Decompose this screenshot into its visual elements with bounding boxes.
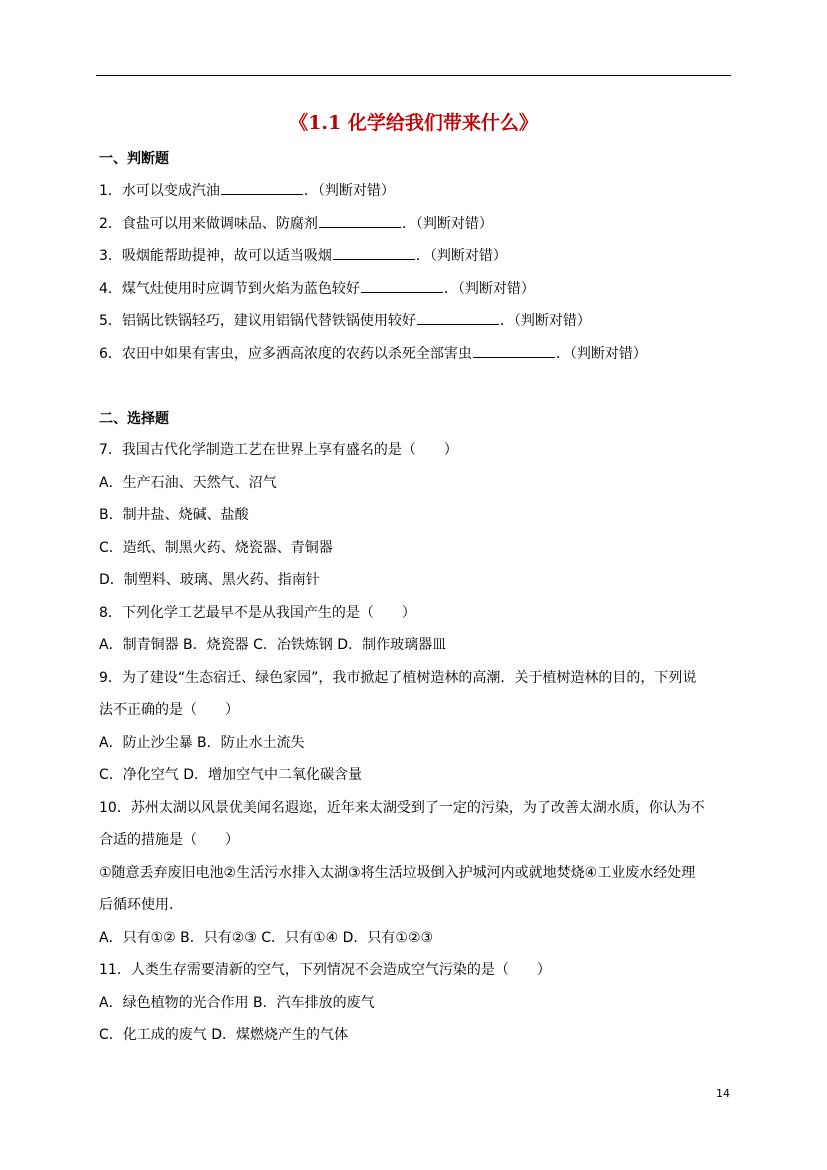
- question-9-stem-cont: 法不正确的是（ ）: [99, 702, 239, 718]
- question-suffix: ．（判断对错）: [555, 346, 647, 362]
- question-5: [99, 310, 591, 331]
- question-10-stem-cont: 合适的措施是（ ）: [99, 832, 239, 848]
- question-6: [99, 343, 647, 364]
- question-suffix: ．（判断对错）: [499, 313, 591, 329]
- option-line: A．绿色植物的光合作用 B．汽车排放的废气: [99, 995, 375, 1011]
- question-2: [99, 213, 493, 234]
- option-line: A．只有①② B．只有②③ C．只有①④ D．只有①②③: [99, 930, 434, 946]
- answer-blank[interactable]: [221, 180, 303, 195]
- question-text: 1．水可以变成汽油: [99, 183, 220, 199]
- option-line: D．制塑料、玻璃、黑火药、指南针: [99, 572, 320, 588]
- question-9-stem: 9．为了建设“生态宿迁、绿色家园”，我市掀起了植树造林的高潮．关于植树造林的目的，下列说: [99, 670, 697, 686]
- question-3: [99, 245, 507, 266]
- question-text: 4．煤气灶使用时应调节到火焰为蓝色较好: [99, 281, 360, 297]
- section-heading-multiple-choice: 二、选择题: [99, 411, 169, 427]
- question-suffix: ．（判断对错）: [303, 183, 395, 199]
- option-line: B．制井盐、烧碱、盐酸: [99, 507, 249, 523]
- option-line: C．造纸、制黑火药、烧瓷器、青铜器: [99, 540, 333, 556]
- question-1: [99, 180, 395, 201]
- header-rule: [96, 75, 731, 76]
- option-line: C．化工成的废气 D．煤燃烧产生的气体: [99, 1027, 349, 1043]
- option-line: A．制青铜器 B．烧瓷器 C．冶铁炼钢 D．制作玻璃器皿: [99, 637, 447, 653]
- answer-blank[interactable]: [319, 213, 401, 228]
- question-text: 6．农田中如果有害虫，应多洒高浓度的农药以杀死全部害虫: [99, 346, 472, 362]
- document-title: 《1.1 化学给我们带来什么》: [289, 112, 538, 134]
- question-7-stem: 7．我国古代化学制造工艺在世界上享有盛名的是（ ）: [99, 442, 458, 458]
- question-10-statements: ①随意丢弃废旧电池②生活污水排入太湖③将生活垃圾倒入护城河内或就地焚烧④工业废水经处理: [99, 865, 696, 881]
- answer-blank[interactable]: [333, 245, 415, 260]
- section-heading-true-false: 一、判断题: [99, 151, 169, 167]
- question-text: 5．铝锅比铁锅轻巧，建议用铝锅代替铁锅使用较好: [99, 313, 416, 329]
- answer-blank[interactable]: [473, 343, 555, 358]
- option-line: A．防止沙尘暴 B．防止水土流失: [99, 735, 305, 751]
- question-suffix: ．（判断对错）: [401, 216, 493, 232]
- question-10-statements-cont: 后循环使用．: [99, 897, 183, 913]
- question-suffix: ．（判断对错）: [415, 248, 507, 264]
- question-suffix: ．（判断对错）: [443, 281, 535, 297]
- question-11-stem: 11．人类生存需要清新的空气，下列情况不会造成空气污染的是（ ）: [99, 962, 551, 978]
- question-text: 3．吸烟能帮助提神，故可以适当吸烟: [99, 248, 332, 264]
- option-line: A．生产石油、天然气、沼气: [99, 475, 277, 491]
- option-line: C．净化空气 D．增加空气中二氧化碳含量: [99, 767, 363, 783]
- answer-blank[interactable]: [417, 310, 499, 325]
- question-10-stem: 10．苏州太湖以风景优美闻名遐迩，近年来太湖受到了一定的污染，为了改善太湖水质，你认为不: [99, 800, 705, 816]
- question-text: 2．食盐可以用来做调味品、防腐剂: [99, 216, 318, 232]
- answer-blank[interactable]: [361, 278, 443, 293]
- page-number: 14: [716, 1087, 730, 1100]
- question-4: [99, 278, 535, 299]
- question-8-stem: 8．下列化学工艺最早不是从我国产生的是（ ）: [99, 605, 416, 621]
